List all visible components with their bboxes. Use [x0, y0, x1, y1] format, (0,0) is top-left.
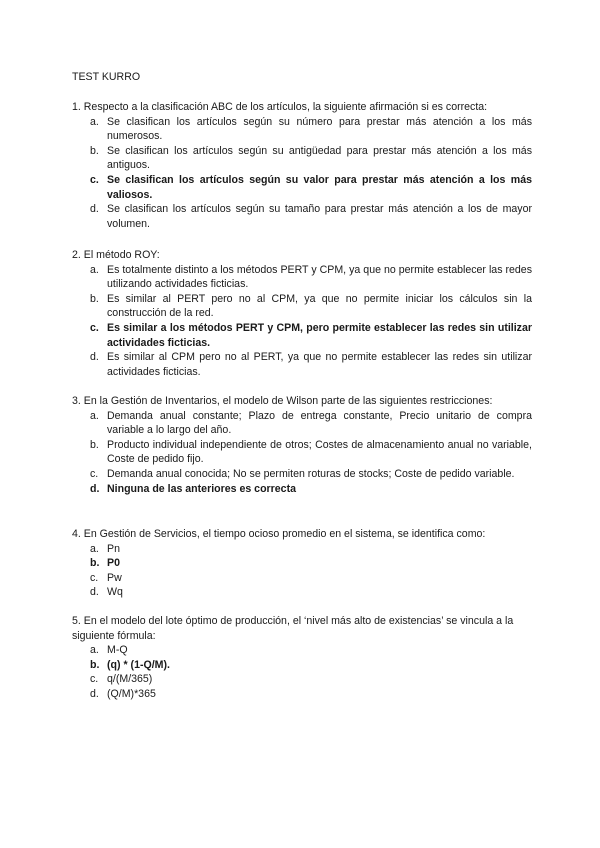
- document-title: TEST KURRO: [72, 71, 141, 83]
- option-d: d. Es similar al CPM pero no al PERT, ya que no permite establecer las redes sin utilizar actividades ficticias.: [90, 351, 532, 378]
- option-d-correct: d. Ninguna de las anteriores es correcta: [90, 482, 296, 495]
- option-b: b. Es similar al PERT pero no al CPM, ya que no permite iniciar los cálculos sin la construcción de la red.: [90, 292, 532, 320]
- options-list: [72, 263, 532, 380]
- options-list: [72, 643, 532, 701]
- question-5: [72, 614, 532, 702]
- question-text: 2. El método ROY:: [72, 249, 160, 261]
- option-c: c. q/(M/365): [90, 673, 153, 686]
- question-text: 4. En Gestión de Servicios, el tiempo ocioso promedio en el sistema, se identifica como:: [72, 528, 486, 540]
- question-3: [72, 394, 532, 496]
- option-a: a. Demanda anual constante; Plazo de entrega constante, Precio unitario de compra variable a lo largo del año.: [90, 409, 532, 437]
- option-c: c. Demanda anual conocida; No se permiten roturas de stocks; Coste de pedido variable.: [90, 467, 515, 480]
- option-a: a. M-Q: [90, 644, 128, 657]
- options-list: [72, 542, 532, 600]
- option-a: a. Se clasifican los artículos según su número para prestar más atención a los más numerosos.: [90, 115, 532, 143]
- options-list: [72, 115, 532, 232]
- option-d: d. Se clasifican los artículos según su tamaño para prestar más atención a los de mayor volumen.: [90, 203, 532, 230]
- options-list: [72, 409, 532, 497]
- option-a: a. Pn: [90, 542, 120, 555]
- option-b: b. Producto individual independiente de otros; Costes de almacenamiento anual no variable, Coste de pedido fijo.: [90, 438, 532, 466]
- option-c-correct: c. Es similar a los métodos PERT y CPM, pero permite establecer las redes sin utilizar actividades ficticias.: [90, 321, 532, 349]
- question-1: [72, 100, 532, 231]
- option-b-correct: b. (q) * (1-Q/M).: [90, 658, 170, 671]
- option-b-correct: b. P0: [90, 557, 120, 570]
- option-d: d. (Q/M)*365: [90, 687, 156, 700]
- option-d: d. Wq: [90, 586, 123, 599]
- option-c: c. Pw: [90, 571, 122, 584]
- question-4: [72, 527, 532, 600]
- question-text: 5. En el modelo del lote óptimo de producción, el ‘nivel más alto de existencias’ se vincula a la siguiente fórmula:: [72, 615, 514, 642]
- option-a: a. Es totalmente distinto a los métodos PERT y CPM, ya que no permite establecer las redes utilizando actividades ficticias.: [90, 263, 532, 291]
- question-text: 3. En la Gestión de Inventarios, el modelo de Wilson parte de las siguientes restricciones:: [72, 395, 493, 407]
- question-text: 1. Respecto a la clasificación ABC de los artículos, la siguiente afirmación si es correcta:: [72, 101, 488, 113]
- option-b: b. Se clasifican los artículos según su antigüedad para prestar más atención a los más antiguos.: [90, 144, 532, 172]
- question-2: [72, 248, 532, 379]
- option-c-correct: c. Se clasifican los artículos según su valor para prestar más atención a los más valiosos.: [90, 173, 532, 201]
